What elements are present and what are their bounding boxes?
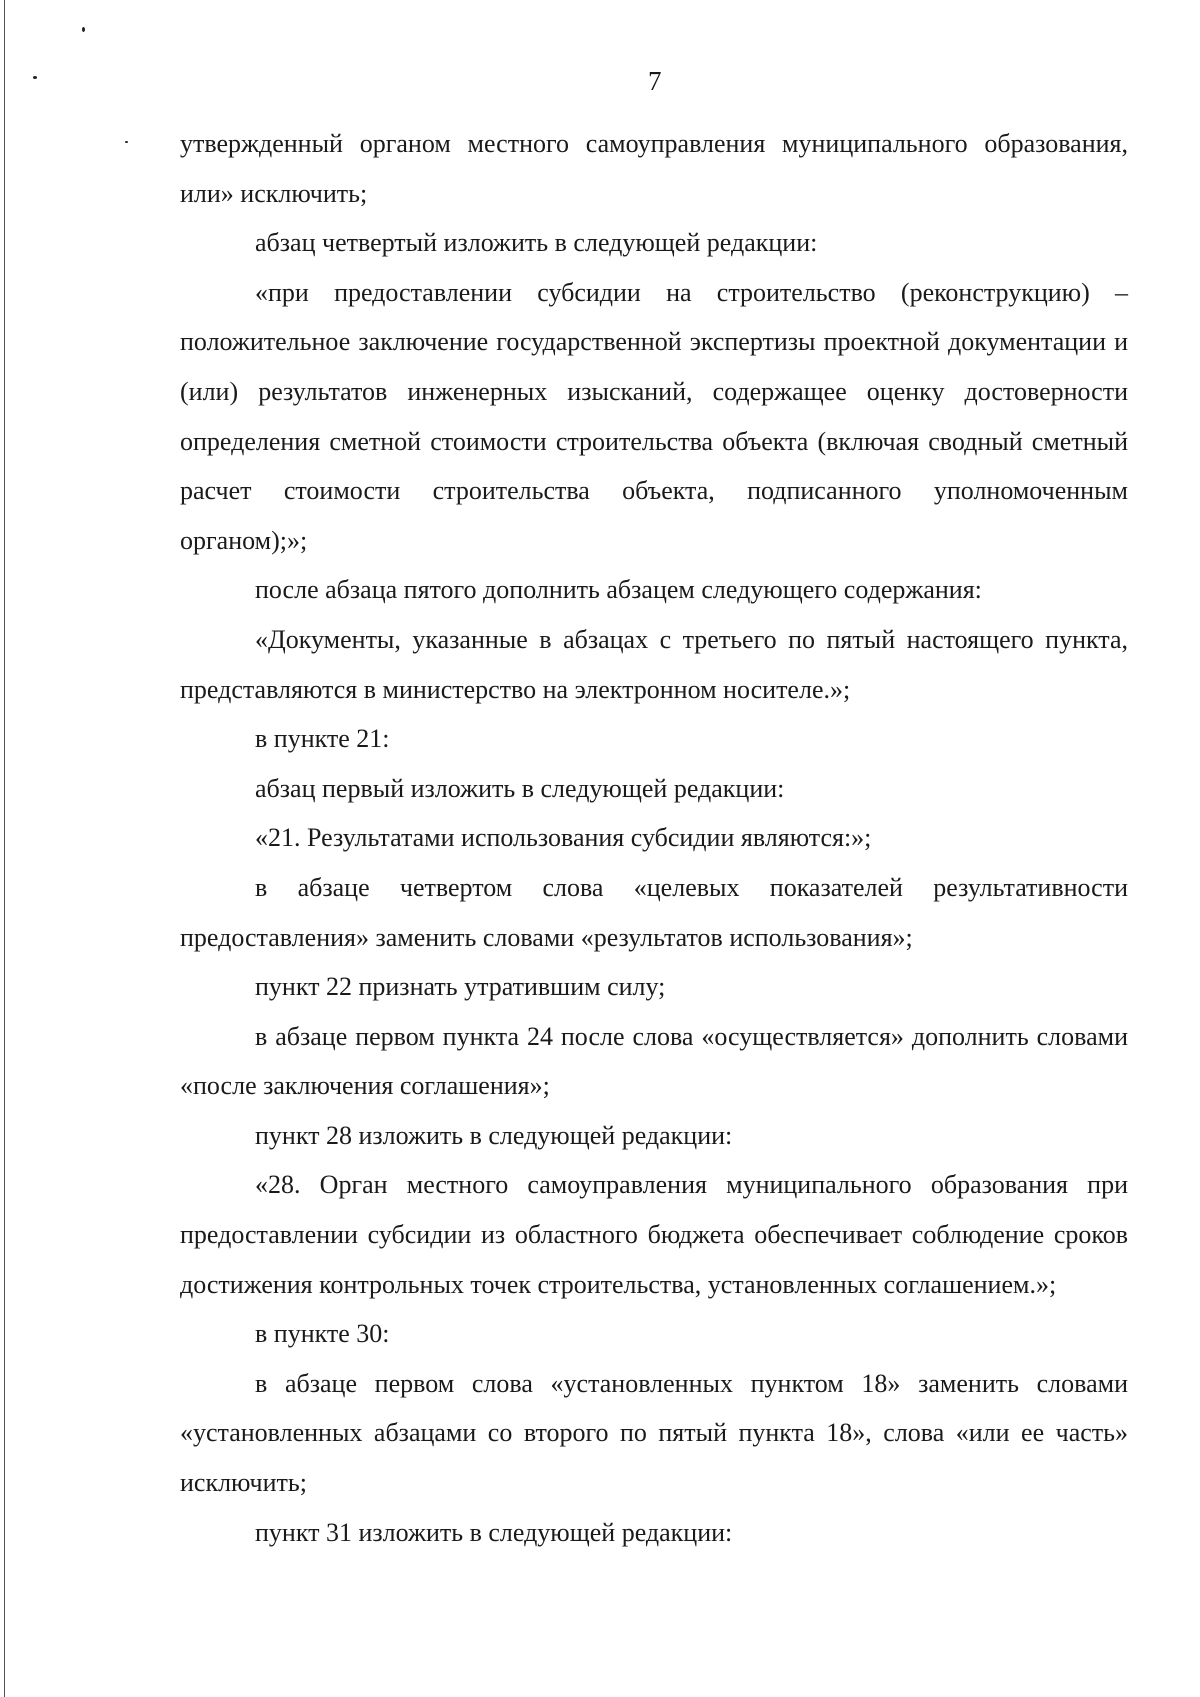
paragraph-15: в абзаце первом слова «установленных пунктом 18» заменить словами «установленных абзацами со второго по пятый пункта 18», слова «или ее часть» исключить; xyxy=(180,1368,1128,1498)
paragraph-2: абзац четвертый изложить в следующей редакции: xyxy=(255,228,818,258)
scan-speck xyxy=(125,141,128,143)
document-body xyxy=(180,119,1128,1557)
paragraph-14: в пункте 30: xyxy=(255,1319,390,1349)
paragraph-12: пункт 28 изложить в следующей редакции: xyxy=(255,1120,733,1150)
paragraph-10: пункт 22 признать утратившим силу; xyxy=(255,972,666,1002)
paragraph-13: «28. Орган местного самоуправления муниципального образования при предоставлении субсидии из областного бюджета обеспечивает соблюдение сроков достижения контрольных точек строительства, установленных соглашением.»; xyxy=(180,1170,1128,1299)
paragraph-9: в абзаце четвертом слова «целевых показателей результативности предоставления» заменить словами «результатов использования»; xyxy=(180,872,1128,952)
page-number: 7 xyxy=(648,66,662,96)
paragraph-6: в пункте 21: xyxy=(255,724,390,754)
scan-speck xyxy=(33,76,37,79)
paragraph-8: «21. Результатами использования субсидии являются:»; xyxy=(255,823,872,853)
scan-edge-line xyxy=(4,0,5,1697)
paragraph-7: абзац первый изложить в следующей редакции: xyxy=(255,773,785,803)
paragraph-16: пункт 31 изложить в следующей редакции: xyxy=(255,1517,733,1547)
paragraph-11: в абзаце первом пункта 24 после слова «осуществляется» дополнить словами «после заключения соглашения»; xyxy=(180,1021,1128,1101)
paragraph-5: «Документы, указанные в абзацах с третьего по пятый настоящего пункта, представляются в министерство на электронном носителе.»; xyxy=(180,624,1128,704)
paragraph-1: утвержденный органом местного самоуправления муниципального образования, или» исключить; xyxy=(180,129,1128,208)
scan-speck xyxy=(82,27,85,32)
paragraph-3: «при предоставлении субсидии на строительство (реконструкцию) – положительное заключение государственной экспертизы проектной документации и (или) результатов инженерных изысканий, содержащее оценку достоверности определения сметной стоимости строительства объекта (включая сводный сметный расчет стоимости строительства объекта, подписанного уполномоченным органом);»; xyxy=(180,277,1128,555)
paragraph-4: после абзаца пятого дополнить абзацем следующего содержания: xyxy=(255,575,982,605)
